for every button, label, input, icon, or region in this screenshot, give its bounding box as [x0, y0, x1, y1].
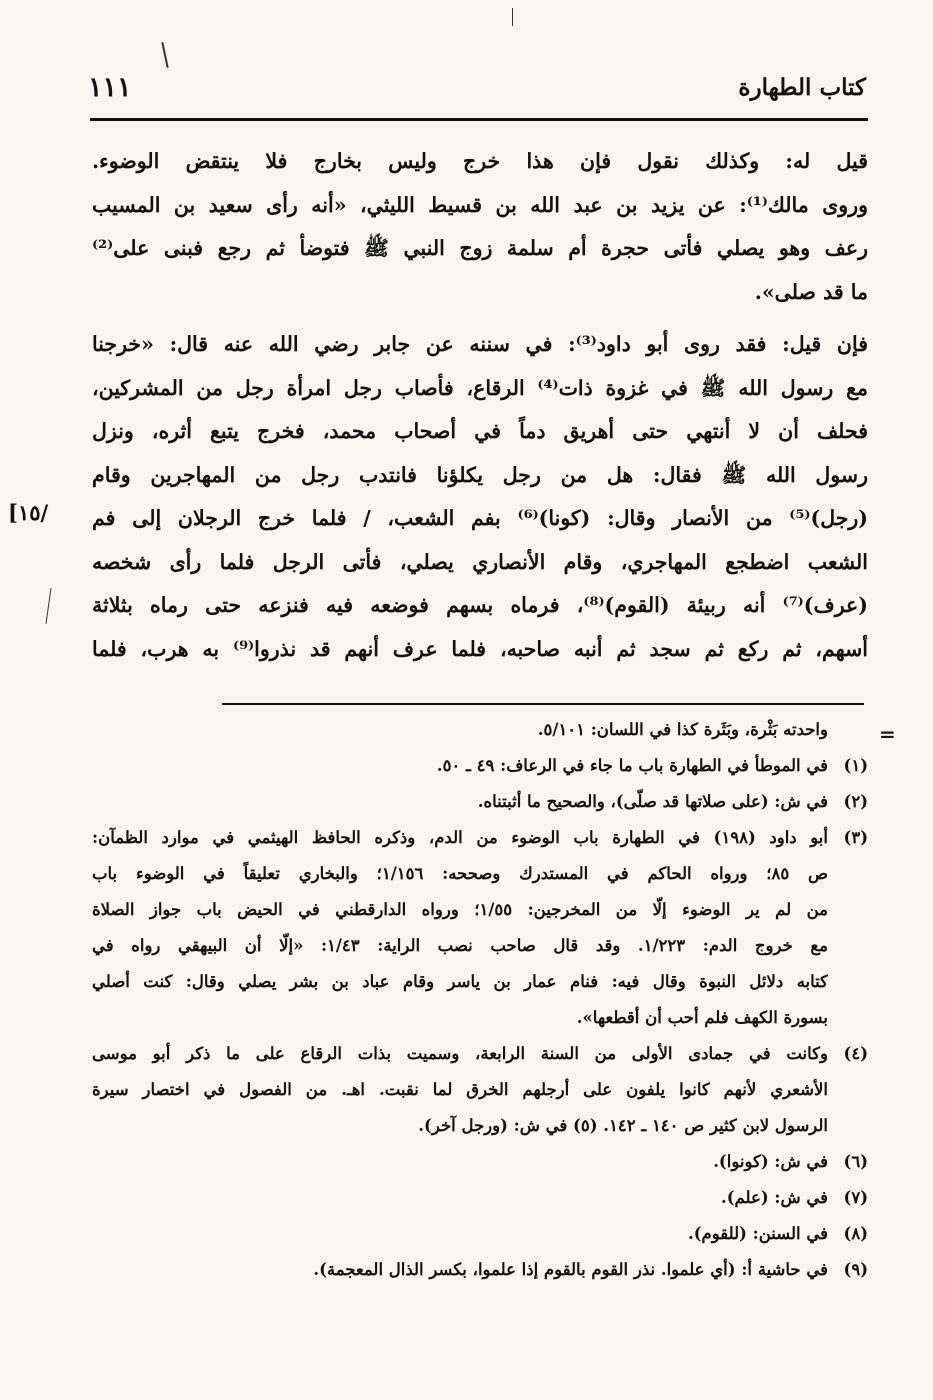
footnotes [92, 712, 868, 1288]
text-line: فإن قيل: فقد روى أبو داود⁽³⁾: في سننه عن جابر رضي الله عنه قال: «خرجنا [92, 332, 868, 356]
text-line: (عرف)⁽⁷⁾ أنه ربيئة (القوم)⁽⁸⁾، فرماه بسهم فوضعه فيه فنزعه حتى رماه بثلاثة [92, 593, 868, 617]
footnote-number: (٢) [843, 792, 868, 811]
scan-mark [161, 42, 168, 68]
footnote-carryover: واحدته بَثْرة، وبَثَرة كذا في اللسان: ٥/١٠١. [537, 720, 828, 739]
manuscript-folio-marker: [١٥/ [8, 500, 49, 525]
text-line: قيل له: وكذلك نقول فإن هذا خرج وليس بخارج فلا ينتقض الوضوء. [92, 149, 868, 173]
page-header [88, 72, 866, 108]
footnote-number: (٣) [843, 828, 868, 847]
page-number: ١١١ [88, 72, 132, 103]
text-line: فحلف أن لا أنتهي حتى أهريق دماً في أصحاب محمد، فخرج يتبع أثره، ونزل [92, 419, 868, 443]
footnote-4: (٤) وكانت في جمادى الأولى من السنة الرابعة، وسميت بذات الرقاع على ما ذكر أبو موسى الأشعري لأنهم كانوا يلفون على أرجلهم الخرق لما نقبت. اهـ. من الفصول في اختصار سيرة الرسول لابن كثير ص ١٤٠ ـ ١٤٢. (٥) في ش: (ورجل آخر). [92, 1036, 868, 1144]
footnote-number: (٨) [843, 1224, 868, 1243]
footnote-3: (٣) أبو داود (١٩٨) في الطهارة باب الوضوء من الدم، وذكره الحافظ الهيثمي في موارد الظمآن: ص ٨٥؛ ورواه الحاكم في المستدرك وصححه: ١/١٥٦؛ والبخاري تعليقاً في الوضوء باب من لم ير الوضوء إلّا من المخرجين: ١/٥٥؛ ورواه الدارقطني في الحيض باب جواز الصلاة مع خروج الدم: ١/٢٢٣. وقد قال صاحب نصب الراية: ١/٤٣: «إلّا أن البيهقي رواه في كتابه دلائل النبوة وقال فيه: فنام عمار بن ياسر وقام عباد بن بشر يصلي وقال: كنت أصلي بسورة الكهف فلم أحب أن أقطعها». [92, 820, 868, 1036]
text-line: (رجل)⁽⁵⁾ من الأنصار وقال: (كونا)⁽⁶⁾ بفم الشعب، / فلما خرج الرجلان إلى فم [92, 506, 868, 530]
text-line: مع رسول الله ﷺ في غزوة ذات⁽⁴⁾ الرقاع، فأصاب رجل امرأة رجل من المشركين، [92, 375, 868, 400]
scan-mark [45, 588, 51, 624]
text-line: وروى مالك⁽¹⁾: عن يزيد بن عبد الله بن قسيط الليثي، «أنه رأى سعيد بن المسيب [92, 192, 868, 217]
text-line: رسول الله ﷺ فقال: هل من رجل يكلؤنا فانتدب رجل من المهاجرين وقام [92, 462, 868, 487]
scan-mark [512, 8, 513, 26]
footnote-number: (١) [843, 756, 868, 775]
text-line: رعف وهو يصلي فأتى حجرة أم سلمة زوج النبي ﷺ فتوضأ ثم رجع فبنى على⁽²⁾ [92, 236, 868, 260]
footnote-number: (٤) [843, 1044, 868, 1063]
footnote-9: (٩) في حاشية أ: (أي علموا. نذر القوم بالقوم إذا علموا، بكسر الذال المعجمة). [92, 1252, 868, 1288]
footnote-number: (٦) [843, 1152, 868, 1171]
text-line: ما قد صلى». [754, 279, 868, 304]
text-line: أسهم، ثم ركع ثم سجد ثم أنبه صاحبه، فلما عرف أنهم قد نذروا⁽⁹⁾ به هرب، فلما [92, 636, 868, 661]
main-text [92, 140, 868, 671]
header-rule [90, 118, 868, 121]
footnote-separator [222, 703, 864, 705]
continuation-mark: = [879, 722, 896, 746]
text-line: الشعب اضطجع المهاجري، وقام الأنصاري يصلي، فأتى الرجل فلما رأى شخصه [92, 549, 868, 574]
footnote-6: (٦) في ش: (كونوا). [92, 1144, 868, 1180]
running-title: كتاب الطهارة [738, 74, 866, 101]
footnote-7: (٧) في ش: (علم). [92, 1180, 868, 1216]
footnote-1: (١) في الموطأ في الطهارة باب ما جاء في الرعاف: ٤٩ ـ ٥٠. [92, 748, 868, 784]
footnote-number: (٩) [843, 1260, 868, 1279]
footnote-8: (٨) في السنن: (للقوم). [92, 1216, 868, 1252]
footnote-number: (٧) [843, 1188, 868, 1207]
footnote-2: (٢) في ش: (على صلاتها قد صلّى)، والصحيح ما أثبتناه. [92, 784, 868, 820]
